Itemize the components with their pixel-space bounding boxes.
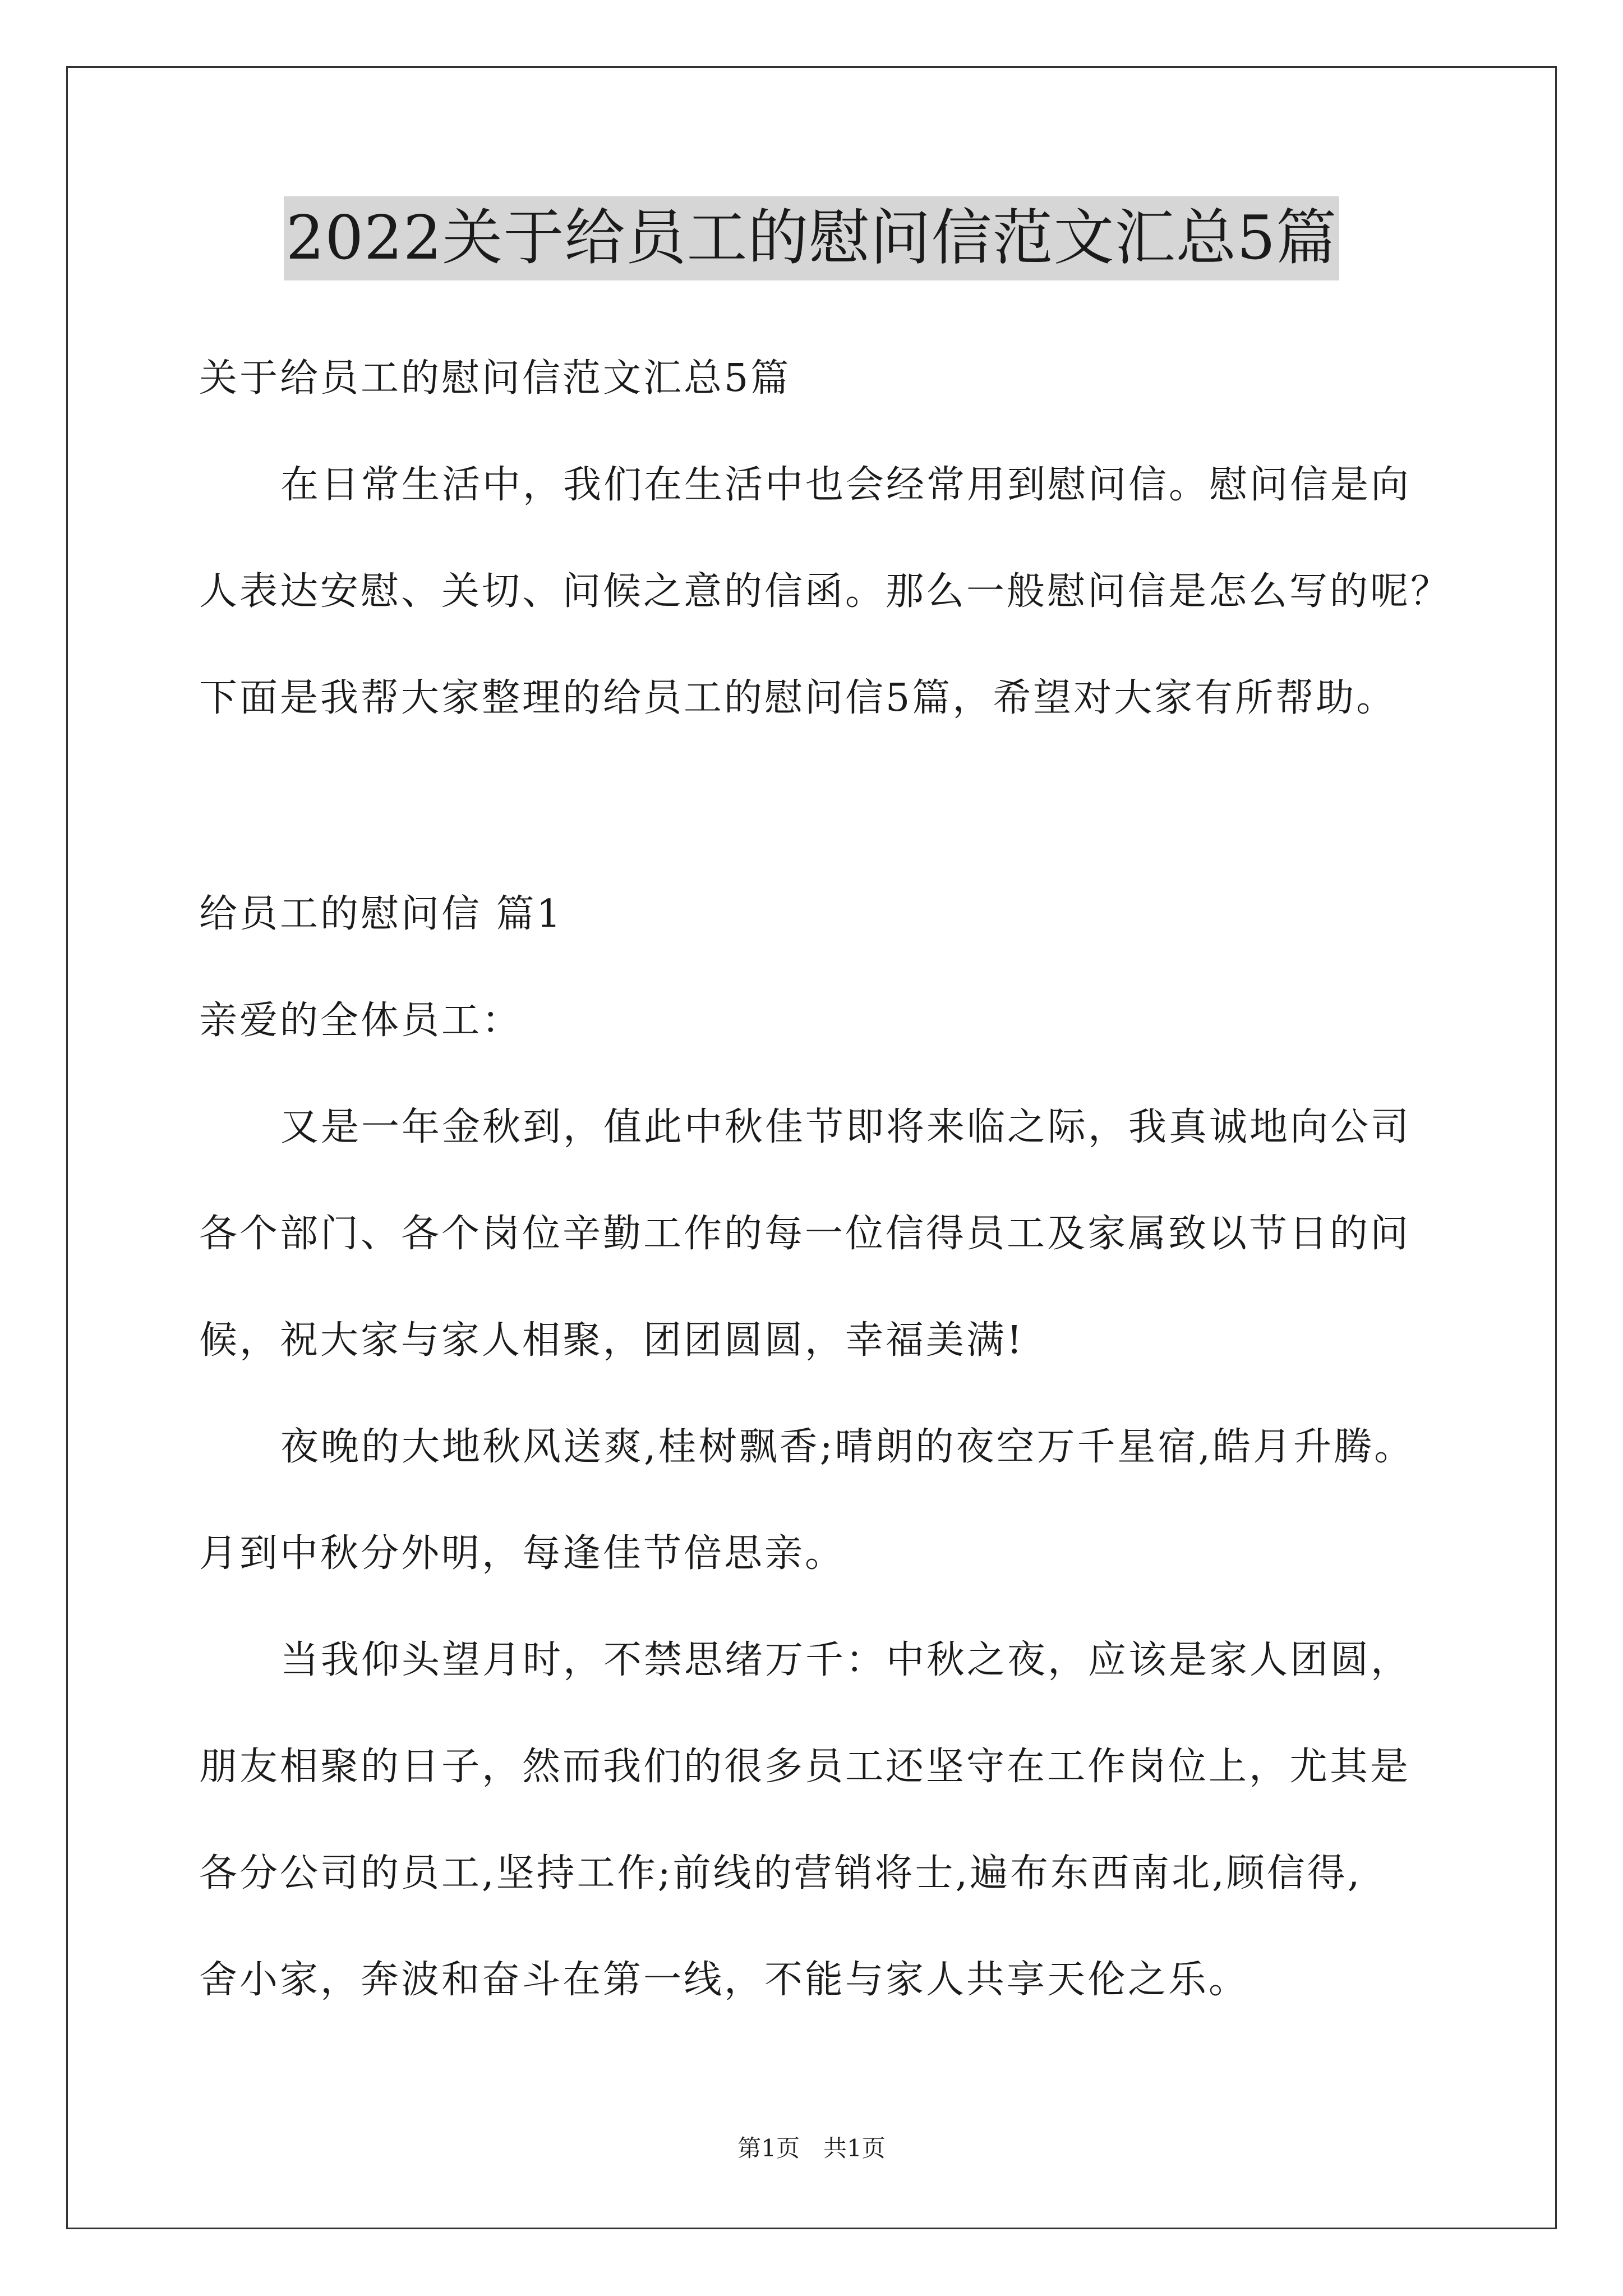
paragraph-line: 月到中秋分外明，每逢佳节倍思亲。 [199,1531,846,1576]
title-container [0,196,1623,280]
paragraph-line: 各个部门、各个岗位辛勤工作的每一位信得员工及家属致以节日的问 [199,1212,1411,1256]
paragraph-line: 各分公司的员工,坚持工作;前线的营销将士,遍布东西南北,顾信得, [199,1851,1362,1895]
page-footer: 第1页 共1页 [737,2134,886,2162]
paragraph-line: 人表达安慰、关切、问候之意的信函。那么一般慰问信是怎么写的呢？ [199,569,1451,614]
document-title: 2022关于给员工的慰问信范文汇总5篇 [284,196,1340,280]
paragraph-line: 夜晚的大地秋风送爽,桂树飘香;晴朗的夜空万千星宿,皓月升腾。 [280,1425,1415,1469]
paragraph-line: 下面是我帮大家整理的给员工的慰问信5篇，希望对大家有所帮助。 [199,676,1397,720]
paragraph-line: 候，祝大家与家人相聚，团团圆圆，幸福美满! [199,1318,1025,1363]
paragraph-line: 在日常生活中，我们在生活中也会经常用到慰问信。慰问信是向 [280,463,1412,507]
salutation-line: 亲爱的全体员工： [199,999,523,1043]
paragraph-line: 当我仰头望月时，不禁思绪万千：中秋之夜，应该是家人团圆， [280,1638,1412,1682]
paragraph-line: 朋友相聚的日子，然而我们的很多员工还坚守在工作岗位上，尤其是 [199,1745,1411,1789]
paragraph-line: 舍小家，奔波和奋斗在第一线，不能与家人共享天伦之乐。 [199,1958,1249,2002]
section-heading: 给员工的慰问信 篇1 [199,892,563,936]
paragraph-line: 又是一年金秋到，值此中秋佳节即将来临之际，我真诚地向公司 [280,1105,1412,1149]
subtitle-line: 关于给员工的慰问信范文汇总5篇 [199,356,791,401]
